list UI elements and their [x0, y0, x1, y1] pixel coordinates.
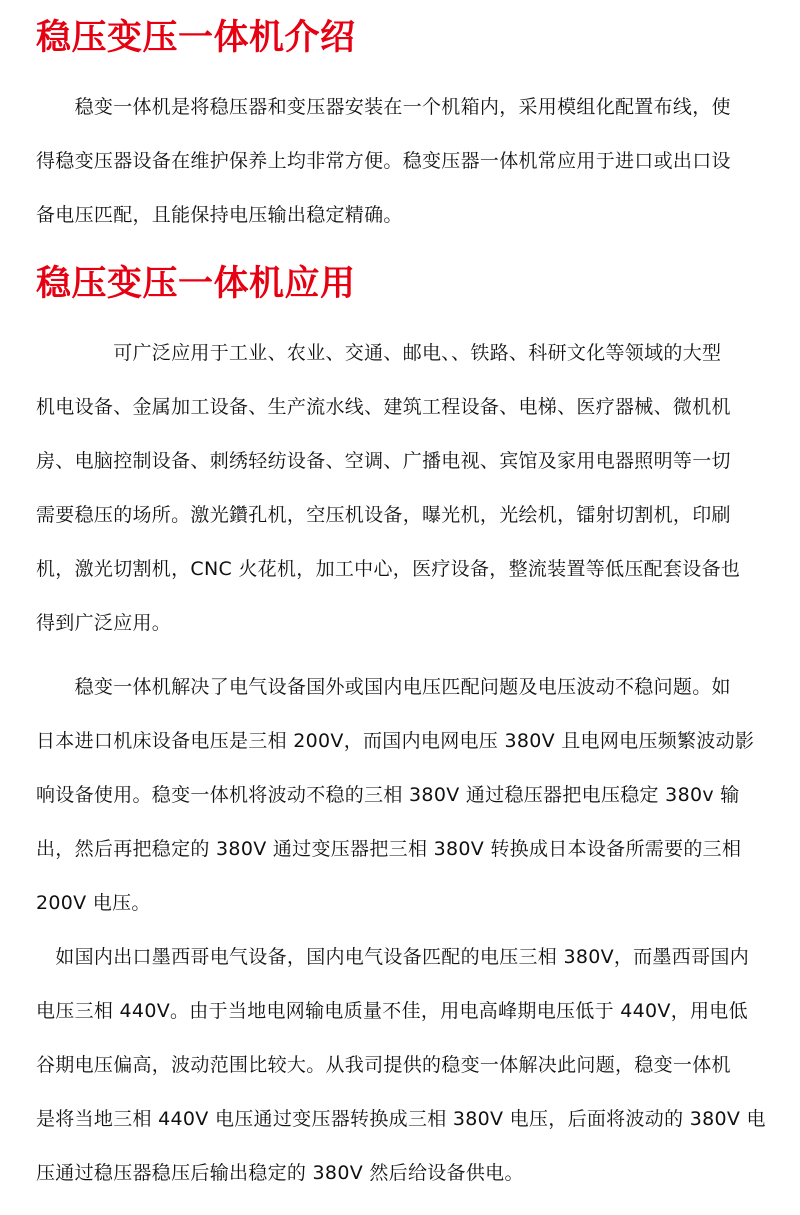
paragraph-line: 机，激光切割机，CNC 火花机，加工中心，医疗设备，整流装置等低压配套设备也: [36, 558, 741, 580]
paragraph-line: 200V 电压。: [36, 892, 151, 914]
paragraph-line: 出，然后再把稳定的 380V 通过变压器把三相 380V 转换成日本设备所需要的三相: [36, 838, 742, 860]
japan-example-paragraph: [36, 660, 776, 930]
mexico-example-paragraph: [36, 930, 776, 1200]
paragraph-line: 机电设备、金属加工设备、生产流水线、建筑工程设备、电梯、医疗器械、微机机: [36, 396, 731, 418]
paragraph-line: 房、电脑控制设备、刺绣轻纺设备、空调、广播电视、宾馆及家用电器照明等一切: [36, 450, 731, 472]
paragraph-line: 可广泛应用于工业、农业、交通、邮电、、铁路、科研文化等领域的大型: [36, 342, 722, 364]
paragraph-line: 是将当地三相 440V 电压通过变压器转换成三相 380V 电压，后面将波动的 380V 电: [36, 1108, 766, 1130]
introduction-paragraph: [36, 80, 776, 242]
paragraph-line: 压通过稳压器稳压后输出稳定的 380V 然后给设备供电。: [36, 1162, 524, 1184]
paragraph-line: 电压三相 440V。由于当地电网输电质量不佳，用电高峰期电压低于 440V，用电低: [36, 1000, 748, 1022]
paragraph-line: 备电压匹配，且能保持电压输出稳定精确。: [36, 204, 403, 226]
paragraph-line: 谷期电压偏高，波动范围比较大。从我司提供的稳变一体解决此问题，稳变一体机: [36, 1054, 731, 1076]
paragraph-line: 得到广泛应用。: [36, 612, 172, 634]
paragraph-line: 需要稳压的场所。激光鑽孔机，空压机设备，曝光机，光绘机，镭射切割机，印刷: [36, 504, 731, 526]
paragraph-line: 稳变一体机是将稳压器和变压器安装在一个机箱内，采用模组化配置布线，使: [36, 96, 731, 118]
paragraph-line: 稳变一体机解决了电气设备国外或国内电压匹配问题及电压波动不稳问题。如: [36, 676, 731, 698]
section-heading-application: 稳压变压一体机应用: [36, 264, 356, 304]
paragraph-line: 得稳变压器设备在维护保养上均非常方便。稳变压器一体机常应用于进口或出口设: [36, 150, 731, 172]
application-paragraph: [36, 326, 776, 650]
paragraph-line: 日本进口机床设备电压是三相 200V，而国内电网电压 380V 且电网电压频繁波动影: [36, 730, 755, 752]
section-heading-introduction: 稳压变压一体机介绍: [36, 18, 356, 58]
paragraph-line: 如国内出口墨西哥电气设备，国内电气设备匹配的电压三相 380V，而墨西哥国内: [36, 946, 750, 968]
paragraph-line: 响设备使用。稳变一体机将波动不稳的三相 380V 通过稳压器把电压稳定 380v 输: [36, 784, 740, 806]
